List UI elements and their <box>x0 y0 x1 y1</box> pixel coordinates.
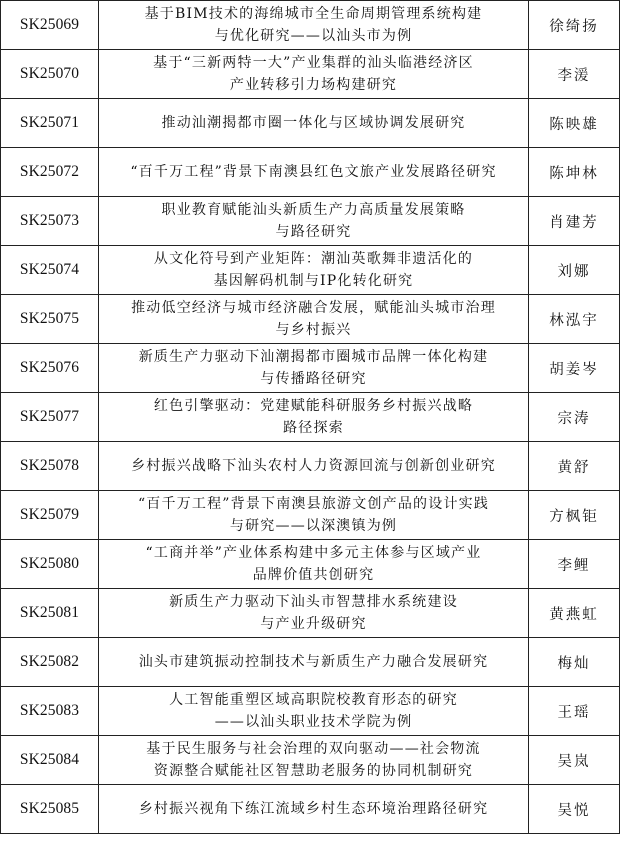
project-title-line: ——以汕头职业技术学院为例 <box>214 714 413 730</box>
table-row <box>1 442 620 491</box>
project-title-line: 新质生产力驱动下汕头市智慧排水系统建设 <box>169 594 458 610</box>
project-code: SK25077 <box>1 393 99 442</box>
project-title-line: 产业转移引力场构建研究 <box>229 77 398 93</box>
project-title-line: 路径探索 <box>283 420 344 436</box>
table-row <box>1 393 620 442</box>
project-title-line: “百千万工程”背景下南澳县红色文旅产业发展路径研究 <box>130 164 497 180</box>
project-title <box>99 589 529 638</box>
table-row <box>1 785 620 834</box>
project-title-line: 乡村振兴战略下汕头农村人力资源回流与创新创业研究 <box>131 458 496 474</box>
project-title-line: 与路径研究 <box>275 224 352 240</box>
table-row <box>1 491 620 540</box>
project-table-body <box>1 1 620 834</box>
project-title-line: 推动汕潮揭都市圈一体化与区域协调发展研究 <box>161 115 466 131</box>
table-row <box>1 589 620 638</box>
table-row <box>1 99 620 148</box>
project-title-line: 品牌价值共创研究 <box>252 567 375 583</box>
project-title <box>99 393 529 442</box>
project-title-line: 从文化符号到产业矩阵：潮汕英歌舞非遗活化的 <box>153 251 474 267</box>
project-title-line: “百千万工程”背景下南澳县旅游文创产品的设计实践 <box>137 496 490 512</box>
project-code: SK25084 <box>1 736 99 785</box>
project-lead: 梅灿 <box>529 638 620 687</box>
project-title <box>99 687 529 736</box>
table-row <box>1 687 620 736</box>
table-row <box>1 197 620 246</box>
project-lead: 徐绮扬 <box>529 1 620 50</box>
table-row <box>1 638 620 687</box>
project-lead: 吴岚 <box>529 736 620 785</box>
table-row <box>1 246 620 295</box>
project-title-line: 资源整合赋能社区智慧助老服务的协同机制研究 <box>153 763 474 779</box>
project-lead: 陈映雄 <box>529 99 620 148</box>
project-title <box>99 638 529 687</box>
project-title-line: 与产业升级研究 <box>260 616 367 632</box>
project-code: SK25073 <box>1 197 99 246</box>
project-code: SK25079 <box>1 491 99 540</box>
project-lead: 胡姜岑 <box>529 344 620 393</box>
project-title <box>99 246 529 295</box>
project-code: SK25078 <box>1 442 99 491</box>
project-title-line: 与优化研究——以汕头市为例 <box>214 28 413 44</box>
project-title-line: 汕头市建筑振动控制技术与新质生产力融合发展研究 <box>138 654 489 670</box>
project-code: SK25072 <box>1 148 99 197</box>
project-lead: 王瑶 <box>529 687 620 736</box>
table-row <box>1 148 620 197</box>
project-lead: 方枫钜 <box>529 491 620 540</box>
project-code: SK25075 <box>1 295 99 344</box>
project-lead: 李鲤 <box>529 540 620 589</box>
project-lead: 肖建芳 <box>529 197 620 246</box>
table-row <box>1 344 620 393</box>
project-title-line: 推动低空经济与城市经济融合发展，赋能汕头城市治理 <box>131 300 496 316</box>
project-title <box>99 540 529 589</box>
project-lead: 宗涛 <box>529 393 620 442</box>
table-row <box>1 50 620 99</box>
project-code: SK25085 <box>1 785 99 834</box>
project-code: SK25083 <box>1 687 99 736</box>
project-title-line: 基因解码机制与IP化转化研究 <box>213 273 414 289</box>
project-title-line: 基于BIM技术的海绵城市全生命周期管理系统构建 <box>144 6 483 22</box>
project-title-line: 基于民生服务与社会治理的双向驱动——社会物流 <box>146 741 481 757</box>
project-code: SK25071 <box>1 99 99 148</box>
table-row <box>1 1 620 50</box>
project-lead: 黄燕虹 <box>529 589 620 638</box>
project-title <box>99 99 529 148</box>
project-title-line: 与传播路径研究 <box>260 371 367 387</box>
project-title-line: 乡村振兴视角下练江流域乡村生态环境治理路径研究 <box>138 801 489 817</box>
project-title <box>99 491 529 540</box>
project-lead: 陈坤林 <box>529 148 620 197</box>
project-code: SK25082 <box>1 638 99 687</box>
project-title <box>99 1 529 50</box>
project-lead: 林泓宇 <box>529 295 620 344</box>
table-row <box>1 295 620 344</box>
project-title <box>99 344 529 393</box>
table-row <box>1 540 620 589</box>
project-lead: 黄舒 <box>529 442 620 491</box>
project-lead: 李湲 <box>529 50 620 99</box>
project-title-line: 基于“三新两特一大”产业集群的汕头临港经济区 <box>153 55 474 71</box>
project-title <box>99 442 529 491</box>
project-title <box>99 197 529 246</box>
project-title-line: 与研究——以深澳镇为例 <box>229 518 398 534</box>
project-title-line: 新质生产力驱动下汕潮揭都市圈城市品牌一体化构建 <box>138 349 489 365</box>
project-code: SK25069 <box>1 1 99 50</box>
project-title <box>99 736 529 785</box>
project-lead: 吴悦 <box>529 785 620 834</box>
project-title-line: 人工智能重塑区域高职院校教育形态的研究 <box>169 692 458 708</box>
project-lead: 刘娜 <box>529 246 620 295</box>
project-code: SK25070 <box>1 50 99 99</box>
project-title <box>99 785 529 834</box>
project-title <box>99 148 529 197</box>
project-title <box>99 50 529 99</box>
project-code: SK25074 <box>1 246 99 295</box>
project-title-line: 红色引擎驱动：党建赋能科研服务乡村振兴战略 <box>153 398 474 414</box>
table-row <box>1 736 620 785</box>
project-title-line: “工商并举”产业体系构建中多元主体参与区域产业 <box>145 545 482 561</box>
project-code: SK25080 <box>1 540 99 589</box>
project-code: SK25076 <box>1 344 99 393</box>
project-title-line: 与乡村振兴 <box>275 322 352 338</box>
project-title-line: 职业教育赋能汕头新质生产力高质量发展策略 <box>161 202 466 218</box>
project-code: SK25081 <box>1 589 99 638</box>
project-title <box>99 295 529 344</box>
